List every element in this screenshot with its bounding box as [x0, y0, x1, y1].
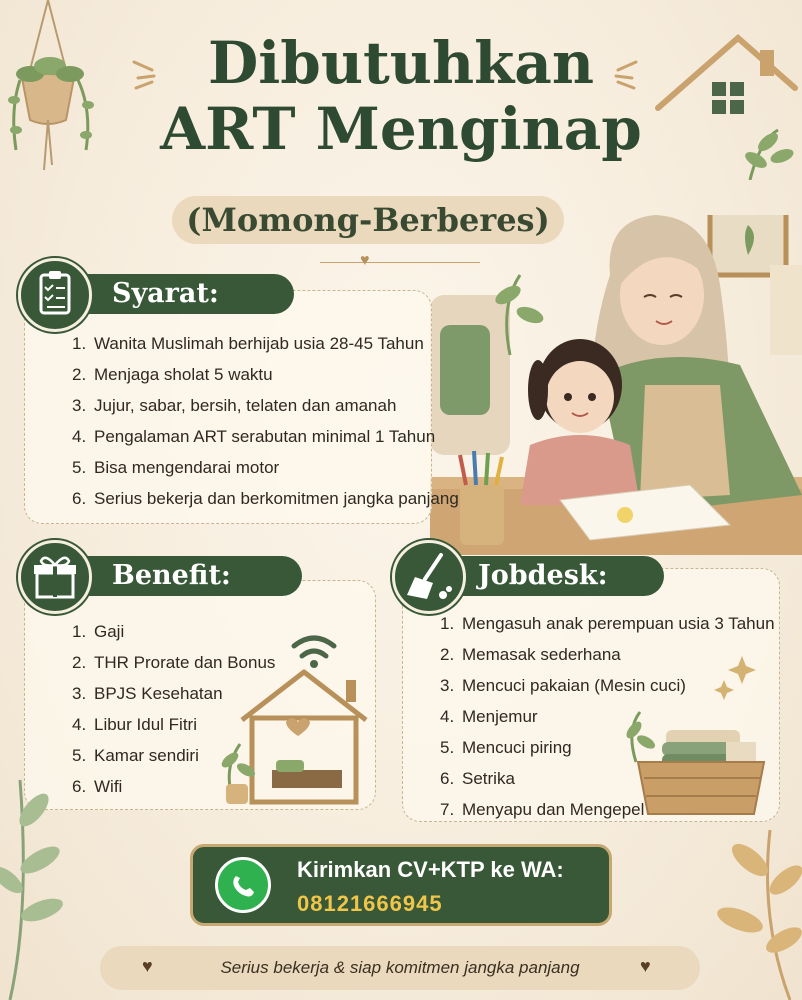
list-item-number: 4.	[72, 427, 87, 446]
list-item-text: Menjaga sholat 5 waktu	[94, 365, 273, 384]
list-item-text: Menyapu dan Mengepel	[462, 800, 645, 819]
broom-icon	[392, 540, 466, 614]
list-item-text: Menjemur	[462, 707, 538, 726]
heart-icon: ♥	[360, 252, 370, 269]
list-item-number: 1.	[72, 622, 87, 641]
list-item-text: Mencuci pakaian (Mesin cuci)	[462, 676, 686, 695]
list-item	[440, 608, 775, 639]
list-item-text: Mencuci piring	[462, 738, 572, 757]
subtitle-text: (Momong-Berberes)	[186, 201, 550, 239]
footer-text: Serius bekerja & siap komitmen jangka panjang	[220, 958, 580, 977]
syarat-list	[72, 328, 459, 514]
heart-icon: ♥	[142, 956, 153, 976]
whatsapp-cta-banner[interactable]	[190, 844, 612, 926]
laundry-basket-icon	[626, 650, 776, 820]
list-item-number: 2.	[440, 645, 455, 664]
list-item-text: Serius bekerja dan berkomitmen jangka panjang	[94, 489, 459, 508]
gift-icon	[18, 540, 92, 614]
list-item-number: 3.	[72, 396, 87, 415]
title-line-2: ART Menginap	[160, 95, 642, 163]
list-item-text: BPJS Kesehatan	[94, 684, 223, 703]
syarat-heading-pill	[62, 274, 294, 314]
list-item-number: 3.	[440, 676, 455, 695]
mother-child-illustration	[430, 215, 802, 555]
list-item	[72, 390, 459, 421]
list-item-text: Wifi	[94, 777, 123, 796]
list-item-text: Bisa mengendarai motor	[94, 458, 280, 477]
list-item-text: THR Prorate dan Bonus	[94, 653, 276, 672]
list-item-number: 4.	[440, 707, 455, 726]
house-wifi-icon	[212, 620, 372, 810]
list-item-number: 1.	[72, 334, 87, 353]
leaf-branch-icon	[0, 760, 90, 1000]
list-item	[72, 328, 459, 359]
list-item-number: 5.	[72, 746, 87, 765]
list-item-number: 1.	[440, 614, 455, 633]
syarat-heading: Syarat:	[112, 278, 219, 309]
benefit-heading: Benefit:	[112, 560, 231, 591]
heart-icon: ♥	[640, 956, 651, 976]
list-item-text: Kamar sendiri	[94, 746, 199, 765]
list-item-number: 2.	[72, 653, 87, 672]
list-item-text: Setrika	[462, 769, 515, 788]
title-line-1: Dibutuhkan	[207, 29, 595, 97]
cta-label: Kirimkan CV+KTP ke WA:	[297, 857, 564, 882]
list-item-number: 7.	[440, 800, 455, 819]
cta-phone[interactable]: 08121666945	[297, 891, 443, 916]
clipboard-checklist-icon	[18, 258, 92, 332]
list-item-number: 6.	[72, 777, 87, 796]
list-item-number: 3.	[72, 684, 87, 703]
list-item-text: Memasak sederhana	[462, 645, 621, 664]
list-item	[72, 452, 459, 483]
footer-pill	[100, 946, 700, 990]
list-item-number: 5.	[440, 738, 455, 757]
list-item-text: Libur Idul Fitri	[94, 715, 197, 734]
list-item-text: Jujur, sabar, bersih, telaten dan amanah	[94, 396, 397, 415]
whatsapp-icon	[215, 857, 271, 913]
list-item-text: Gaji	[94, 622, 125, 641]
list-item	[72, 359, 459, 390]
list-item-number: 2.	[72, 365, 87, 384]
main-title	[0, 30, 802, 162]
list-item-number: 6.	[72, 489, 87, 508]
list-item-text: Mengasuh anak perempuan usia 3 Tahun	[462, 614, 775, 633]
benefit-heading-pill	[62, 556, 302, 596]
list-item-text: Pengalaman ART serabutan minimal 1 Tahun	[94, 427, 436, 446]
list-item	[72, 421, 459, 452]
list-item	[72, 483, 459, 514]
list-item-number: 4.	[72, 715, 87, 734]
jobdesk-heading: Jobdesk:	[478, 560, 608, 591]
list-item-number: 6.	[440, 769, 455, 788]
list-item-text: Wanita Muslimah berhijab usia 28-45 Tahun	[94, 334, 424, 353]
list-item-number: 5.	[72, 458, 87, 477]
